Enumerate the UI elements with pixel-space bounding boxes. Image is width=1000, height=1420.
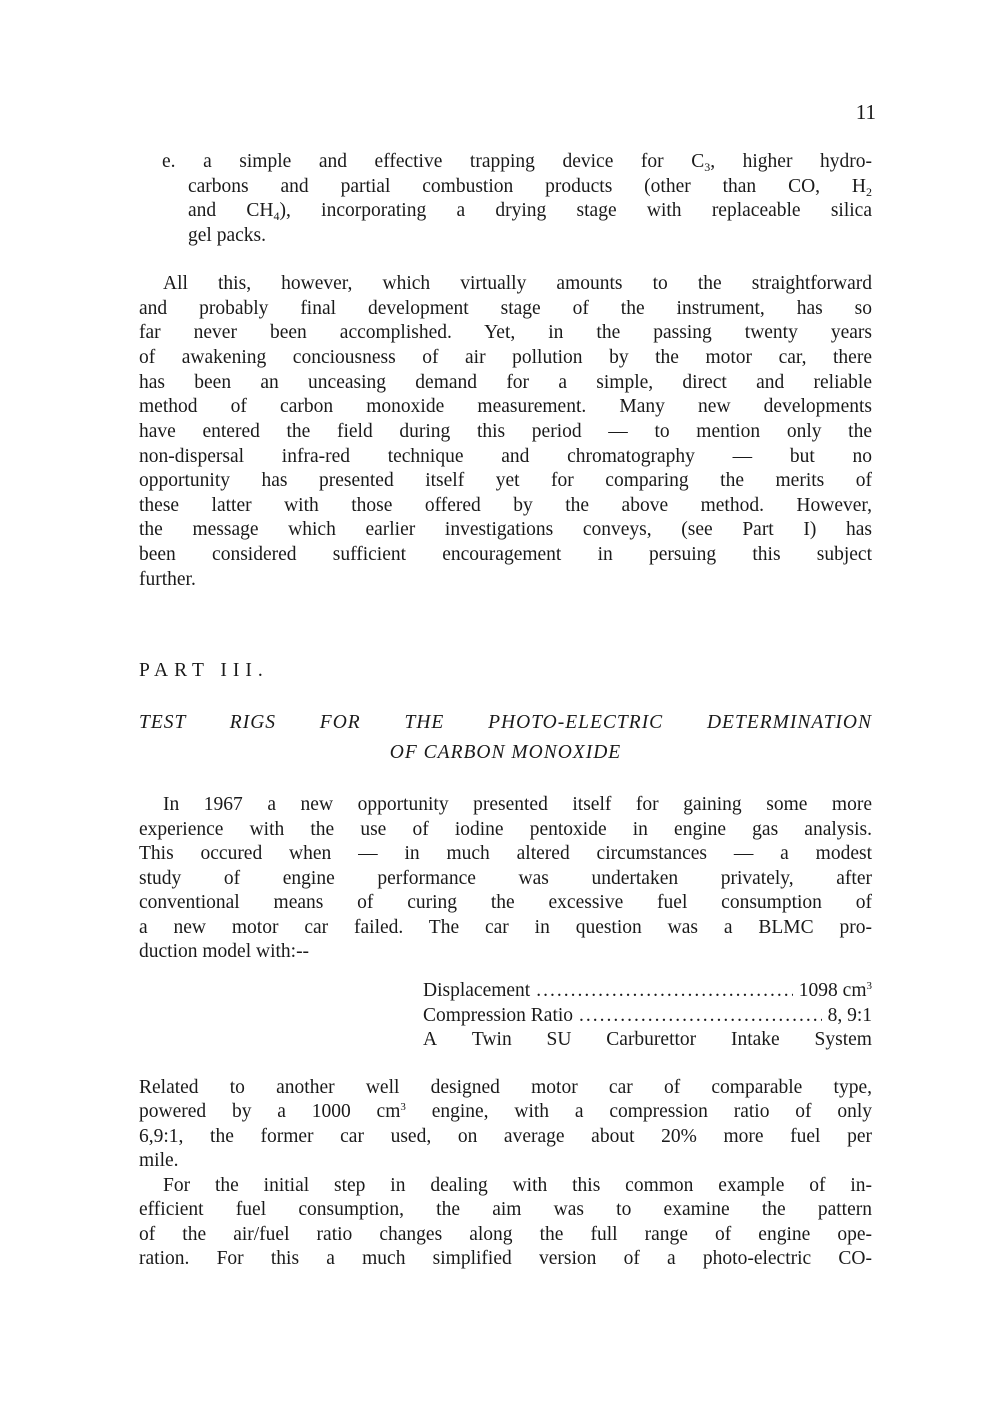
paragraph-line: opportunity has presented itself yet for comparing the merits of [139, 470, 872, 491]
paragraph-line: study of engine performance was undertaken privately, after [139, 868, 872, 889]
paragraph-line: further. [139, 569, 196, 590]
spec-compression-ratio [423, 1004, 872, 1029]
part-heading: PART III. [139, 660, 269, 681]
paragraph-line: have entered the field during this period — to mention only the [139, 421, 872, 442]
leader-dots [579, 1004, 822, 1029]
paragraph-line: non-dispersal infra-red technique and chromatography — but no [139, 446, 872, 467]
spec-label: Compression Ratio [423, 1005, 574, 1026]
leader-dots [536, 979, 793, 1004]
item-e-line-3: and $CH_4$), incorporating a drying stage with replaceable silica [188, 200, 872, 223]
paragraph-line: 6,9:1, the former car used, on average about 20% more fuel per [139, 1126, 872, 1147]
section-title-line-2: OF CARBON MONOXIDE [389, 742, 622, 763]
paragraph-line: the message which earlier investigations conveys, (see Part I) has [139, 519, 872, 540]
paragraph-line: duction model with:-- [139, 941, 310, 962]
spec-displacement [423, 979, 872, 1004]
paragraph-line: and probably final development stage of the instrument, has so [139, 298, 872, 319]
item-e-line-2: carbons and partial combustion products (other than CO, $H_2$ [188, 176, 872, 199]
paragraph-line: In 1967 a new opportunity presented itself for gaining some more [163, 794, 872, 815]
spec-intake-system: A Twin SU Carburettor Intake System [423, 1029, 872, 1050]
item-e-line-4: gel packs. [188, 225, 266, 246]
paragraph-line: these latter with those offered by the above method. However, [139, 495, 872, 516]
paragraph-line: a new motor car failed. The car in question was a BLMC pro- [139, 917, 872, 938]
paragraph-line: far never been accomplished. Yet, in the passing twenty years [139, 322, 872, 343]
paragraph-line: of awakening conciousness of air pollution by the motor car, there [139, 347, 872, 368]
paragraph-line: conventional means of curing the excessive fuel consumption of [139, 892, 872, 913]
paragraph-line: All this, however, which virtually amounts to the straightforward [163, 273, 872, 294]
item-e-line-1: e. a simple and effective trapping device for $C_3$, higher hydro- [162, 151, 872, 174]
spec-label: Displacement [423, 980, 531, 1001]
paragraph-line: Related to another well designed motor car of comparable type, [139, 1077, 872, 1098]
section-title-line-1: TEST RIGS FOR THE PHOTO-ELECTRIC DETERMINATION [139, 712, 872, 733]
paragraph-line: has been an unceasing demand for a simple, direct and reliable [139, 372, 872, 393]
paragraph-line: mile. [139, 1150, 179, 1171]
spec-value: 8, 9:1 [827, 1005, 872, 1026]
paragraph-line: efficient fuel consumption, the aim was to examine the pattern [139, 1199, 872, 1220]
paragraph-line: For the initial step in dealing with this common example of in- [163, 1175, 872, 1196]
paragraph-line: ration. For this a much simplified version of a photo-electric CO- [139, 1248, 872, 1269]
paragraph-line: powered by a 1000 $cm^3$ engine, with a compression ratio of only [139, 1101, 872, 1122]
paragraph-line: method of carbon monoxide measurement. Many new developments [139, 396, 872, 417]
paragraph-line: This occured when — in much altered circumstances — a modest [139, 843, 872, 864]
spec-value: 1098 $cm^3$ [798, 980, 872, 1001]
page-number: 11 [855, 100, 876, 124]
paragraph-line: been considered sufficient encouragement in persuing this subject [139, 544, 872, 565]
paragraph-line: of the air/fuel ratio changes along the full range of engine ope- [139, 1224, 872, 1245]
paragraph-line: experience with the use of iodine pentoxide in engine gas analysis. [139, 819, 872, 840]
